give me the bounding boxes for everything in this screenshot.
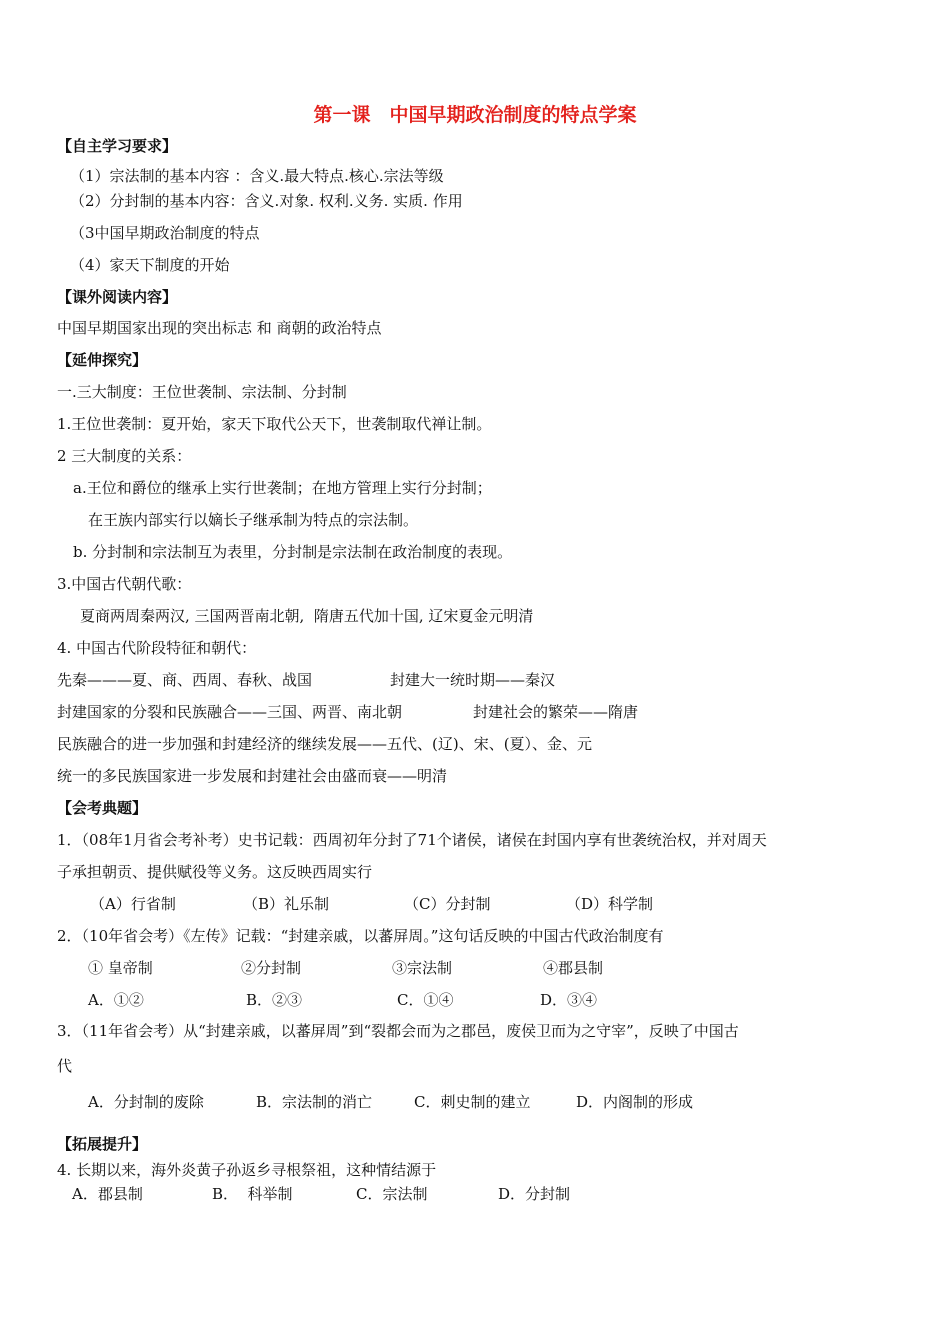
question-4-stem: 4. 长期以来，海外炎黄子孙返乡寻根祭祖，这种情结源于	[57, 1161, 437, 1179]
question-2-option: A．①②	[88, 991, 144, 1009]
question-1-stem: 1．（08年1月省会考补考）史书记载：西周初年分封了71个诸侯，诸侯在封国内享有世袭统治权，并对周天	[57, 831, 767, 849]
extend-line: 1.王位世袭制：夏开始，家天下取代公天下，世袭制取代禅让制。	[57, 415, 492, 433]
question-2-option: B．②③	[246, 991, 303, 1009]
stage-item: 封建社会的繁荣——隋唐	[473, 703, 639, 721]
self-study-item: （4）家天下制度的开始	[70, 256, 230, 274]
question-1-option: （D）科学制	[566, 895, 654, 913]
question-1-option: （B）礼乐制	[243, 895, 330, 913]
section-heading-reading: 【课外阅读内容】	[57, 288, 178, 306]
extend-line: 2 三大制度的关系：	[57, 447, 192, 465]
question-2-item: ③宗法制	[392, 959, 453, 977]
question-1-option: （A）行省制	[90, 895, 176, 913]
self-study-item: （2）分封制的基本内容：含义.对象. 权利.义务. 实质. 作用	[70, 192, 463, 210]
question-4-option: B． 科举制	[212, 1185, 293, 1203]
question-1-option: （C）分封制	[404, 895, 491, 913]
question-4-option: C．宗法制	[356, 1185, 428, 1203]
extend-line: 在王族内部实行以嫡长子继承制为特点的宗法制。	[88, 511, 419, 529]
question-3-stem: 代	[57, 1057, 73, 1075]
page-title: 第一课 中国早期政治制度的特点学案	[313, 104, 637, 126]
extend-line: 4. 中国古代阶段特征和朝代：	[57, 639, 257, 657]
stage-item: 封建国家的分裂和民族融合——三国、两晋、南北朝	[57, 703, 403, 721]
extend-line: 一.三大制度：王位世袭制、宗法制、分封制	[57, 383, 347, 401]
question-3-option: D．内阁制的形成	[576, 1093, 694, 1111]
stage-item: 民族融合的进一步加强和封建经济的继续发展——五代、(辽)、宋、(夏）、金、元	[57, 735, 593, 753]
question-2-item: ④郡县制	[543, 959, 604, 977]
extend-line: b. 分封制和宗法制互为表里，分封制是宗法制在政治制度的表现。	[73, 543, 513, 561]
section-heading-expand: 【拓展提升】	[57, 1135, 148, 1153]
self-study-item: （3中国早期政治制度的特点	[70, 224, 260, 242]
extend-line: a.王位和爵位的继承上实行世袭制；在地方管理上实行分封制；	[73, 479, 492, 497]
question-3-option: A．分封制的废除	[88, 1093, 204, 1111]
question-2-option: C．①④	[397, 991, 454, 1009]
section-heading-exam: 【会考典题】	[57, 799, 148, 817]
self-study-item: （1）宗法制的基本内容 ：含义.最大特点.核心.宗法等级	[70, 167, 444, 185]
question-3-stem: 3．（11年省会考）从“封建亲戚，以蕃屏周”到“裂都会而为之郡邑，废侯卫而为之守宰”，反映了中国古	[57, 1022, 739, 1040]
stage-item: 先秦———夏、商、西周、春秋、战国	[57, 671, 313, 689]
question-4-option: A．郡县制	[72, 1185, 143, 1203]
question-3-option: B．宗法制的消亡	[256, 1093, 373, 1111]
question-2-item: ① 皇帝制	[88, 959, 153, 977]
question-3-option: C．刺史制的建立	[414, 1093, 531, 1111]
section-heading-extend: 【延伸探究】	[57, 351, 148, 369]
question-1-stem: 子承担朝贡、提供赋役等义务。这反映西周实行	[57, 863, 373, 881]
stage-item: 统一的多民族国家进一步发展和封建社会由盛而衰——明清	[57, 767, 448, 785]
question-2-item: ②分封制	[241, 959, 302, 977]
section-heading-self-study: 【自主学习要求】	[57, 137, 178, 155]
question-2-option: D．③④	[540, 991, 598, 1009]
extend-line: 3.中国古代朝代歌：	[57, 575, 192, 593]
stage-item: 封建大一统时期——秦汉	[390, 671, 556, 689]
question-4-option: D．分封制	[498, 1185, 571, 1203]
reading-text: 中国早期国家出现的突出标志 和 商朝的政治特点	[57, 319, 382, 337]
question-2-stem: 2．（10年省会考）《左传》记载：“封建亲戚，以蕃屏周。”这句话反映的中国古代政治制度有	[57, 927, 664, 945]
dynasty-song: 夏商两周秦两汉, 三国两晋南北朝, 隋唐五代加十国, 辽宋夏金元明清	[80, 607, 534, 625]
